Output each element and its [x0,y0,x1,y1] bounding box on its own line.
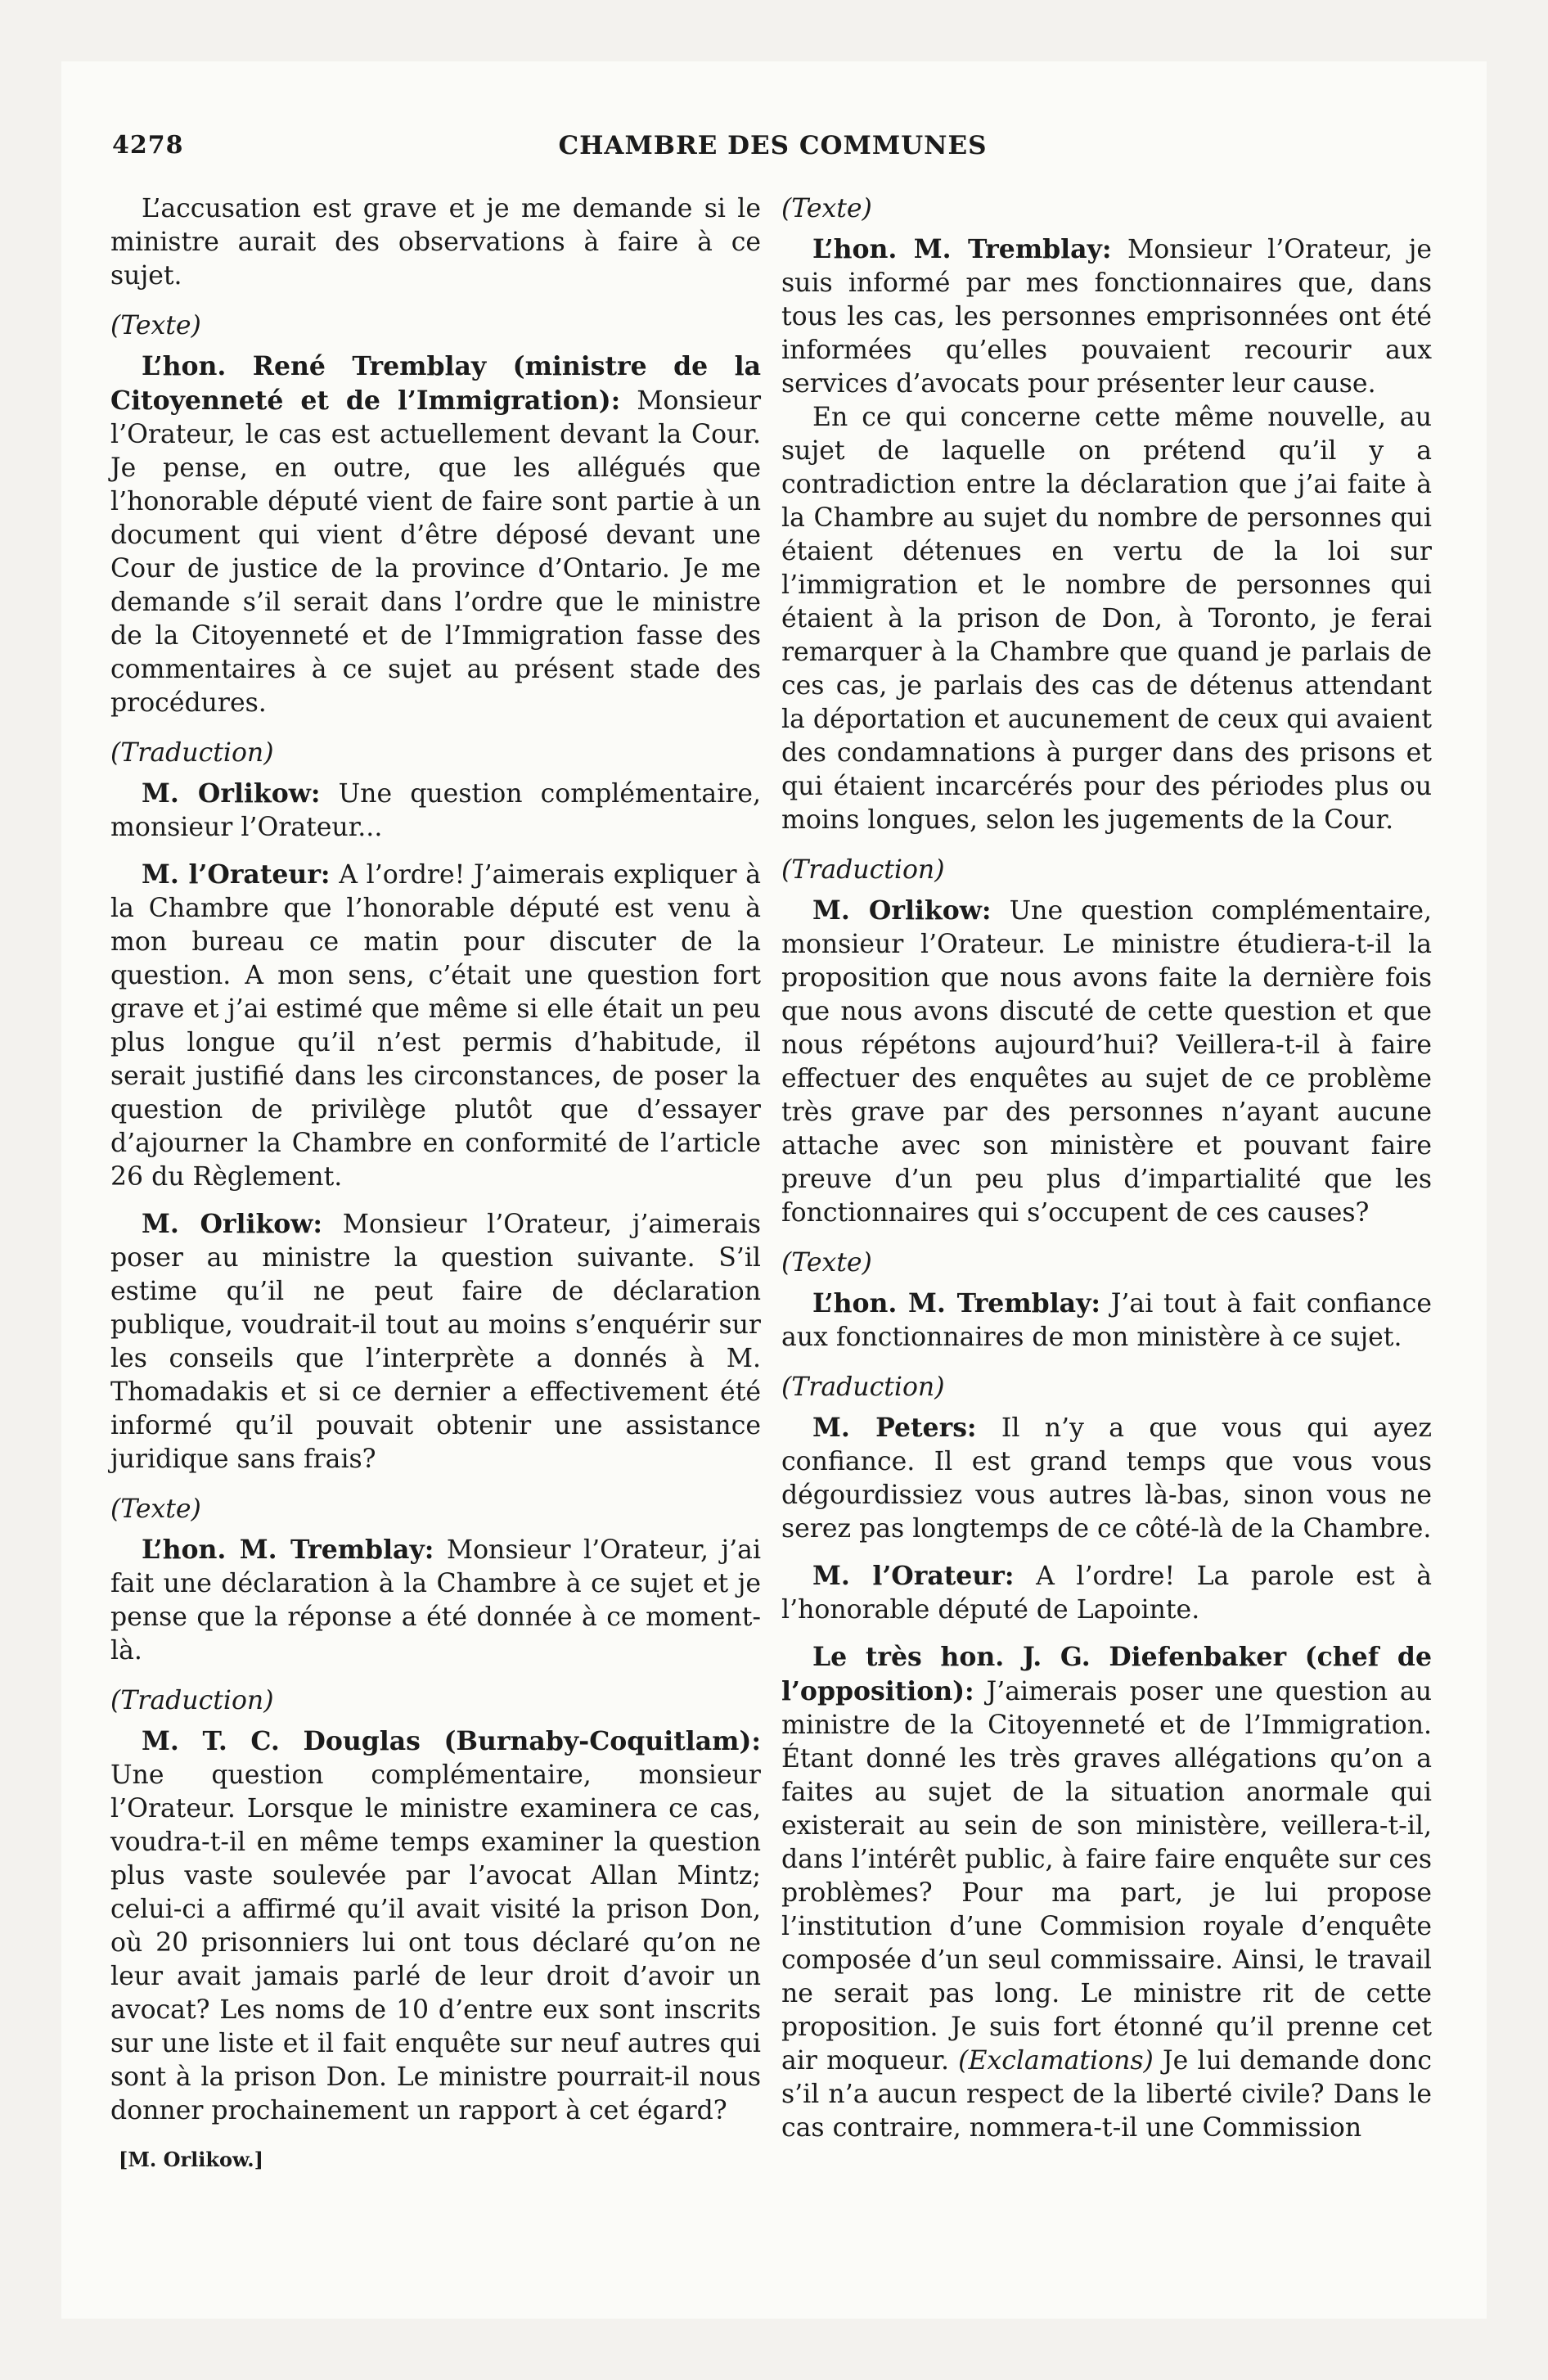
speech-paragraph [110,858,761,1194]
speech-paragraph [110,1533,761,1668]
section-label: (Texte) [781,194,872,223]
speech-text: Monsieur l’Orateur, j’aimerais poser au ministre la question suivante. S’il estime qu’il ne peut faire de déclaration publique, voudrait-il tout au moins s’enquérir sur les conseils que l’interprète a donnés à M. Thomadakis et si ce dernier a effectivement été informé qu’il pouvait obtenir une assistance juridique sans frais? [110,1210,761,1474]
speaker-name: M. Orlikow: [142,1209,323,1239]
paragraph: L’accusation est grave et je me demande si le ministre aurait des observations à faire à ce sujet. [110,194,761,291]
speech-paragraph [110,1724,761,2128]
exclamation-note: (Exclamations) [958,2046,1154,2076]
speech-paragraph [781,894,1432,1230]
speech-text: Je lui demande donc s’il n’a aucun respect de la liberté civile? Dans le cas contraire, nommera-t-il une Commission [781,2046,1432,2143]
section-label: (Texte) [781,1248,872,1278]
section-label: (Traduction) [781,855,945,885]
speaker-name: M. T. C. Douglas (Burnaby-Coquitlam): [142,1726,761,1756]
speech-text: Une question complémentaire, monsieur l’Orateur. Le ministre étudiera-t-il la proposition que nous avons faite la dernière fois que nous avons discuté de cette question et que nous répétons aujourd’hui? Veillera-t-il à faire effectuer des enquêtes au sujet de ce problème très grave par des personnes n’ayant aucune attache avec son ministère et pouvant faire preuve d’un peu plus d’impartialité que les fonctionnaires qui s’occupent de ces causes? [781,896,1432,1228]
right-column [781,192,1432,2145]
speaker-name: M. Orlikow: [812,895,992,926]
speaker-name: M. Orlikow: [142,778,321,809]
section-label: (Traduction) [781,1373,945,1402]
speaker-name: Le très hon. J. G. Diefenbaker (chef de l’opposition): [781,1642,1432,1706]
speech-text: Monsieur l’Orateur, j’ai fait une déclaration à la Chambre à ce sujet et je pense que la réponse a été donnée à ce moment-là. [110,1535,762,1666]
speaker-name: L’hon. M. Tremblay: [142,1535,434,1565]
speech-text: Une question complémentaire, monsieur l’Orateur. Lorsque le ministre examinera ce cas, voudra-t-il en même temps examiner la question plus vaste soulevée par l’avocat Allan Mintz; celui-ci a affirmé qu’il avait visité la prison Don, où 20 prisonniers lui ont tous déclaré qu’on ne leur avait jamais parlé de leur droit d’avoir un avocat? Les noms de 10 d’entre eux sont inscrits sur une liste et il fait enquête sur neuf autres qui sont à la prison Don. Le ministre pourrait-il nous donner prochainement un rapport à cet égard? [110,1760,761,2125]
speaker-name: M. l’Orateur: [812,1561,1015,1591]
speech-paragraph [110,349,761,720]
page-header [112,131,1433,172]
speaker-name: L’hon. M. Tremblay: [812,234,1112,264]
speaker-name: M. Peters: [812,1413,977,1443]
speech-paragraph [110,777,761,845]
speech-text: A l’ordre! La parole est à l’honorable député de Lapointe. [781,1562,1433,1625]
footer-speaker-tag: [M. Orlikow.] [119,2148,264,2171]
section-label: (Traduction) [110,738,274,768]
speech-text: A l’ordre! J’aimerais expliquer à la Chambre que l’honorable député est venu à mon bureau ce matin pour discuter de la question. A mon sens, c’était une question fort grave et j’ai estimé que même si elle était un peu plus longue qu’il n’est permis d’habitude, il serait justifié dans les circonstances, de poser la question de privilège plutôt que d’essayer d’ajourner la Chambre en conformité de l’article 26 du Règlement. [110,860,762,1192]
speech-text: Il n’y a que vous qui ayez confiance. Il est grand temps que vous vous dégourdissiez vous autres là-bas, sinon vous ne serez pas longtemps de ce côté-là de la Chambre. [781,1413,1432,1544]
speech-paragraph [110,1207,761,1476]
paragraph: En ce qui concerne cette même nouvelle, au sujet de laquelle on prétend qu’il y a contradiction entre la déclaration que j’ai faite à la Chambre au sujet du nombre de personnes qui étaient détenues en vertu de la loi sur l’immigration et le nombre de personnes qui étaient à la prison de Don, à Toronto, je ferai remarquer à la Chambre que quand je parlais de ces cas, je parlais des cas de détenus attendant la déportation et aucunement de ceux qui avaient des condamnations à purger dans des prisons et qui étaient incarcérés pour des périodes plus ou moins longues, selon les jugements de la Cour. [781,403,1432,835]
running-title: CHAMBRE DES COMMUNES [558,131,988,160]
speech-text: J’ai tout à fait confiance aux fonctionnaires de mon ministère à ce sujet. [781,1289,1433,1352]
section-label: (Texte) [110,1494,201,1524]
speaker-name: M. l’Orateur: [142,859,331,890]
section-label: (Traduction) [110,1686,274,1715]
section-label: (Texte) [110,311,201,340]
speech-paragraph [781,1640,1432,2145]
speech-text: Monsieur l’Orateur, le cas est actuellement devant la Cour. Je pense, en outre, que les allégués que l’honorable député vient de faire sont partie à un document qui vient d’être déposé devant une Cour de justice de la province d’Ontario. Je me demande s’il serait dans l’ordre que le ministre de la Citoyenneté et de l’Immigration fasse des commentaires à ce sujet au présent stade des procédures. [110,386,762,718]
speech-paragraph [781,1559,1432,1627]
speech-text: J’aimerais poser une question au ministre de la Citoyenneté et de l’Immigration. Étant donné les très graves allégations qu’on a faites au sujet de la situation anormale qui existerait au sein de son ministère, veillera-t-il, dans l’intérêt public, à faire faire enquête sur ces problèmes? Pour ma part, je lui propose l’institution d’une Commision royale d’enquête composée d’un seul commissaire. Ainsi, le travail ne serait pas long. Le ministre rit de cette proposition. Je suis fort étonné qu’il prenne cet air moqueur. [781,1677,1432,2076]
speech-paragraph [781,1287,1432,1355]
speech-text: Une question complémentaire, monsieur l’Orateur... [110,779,761,842]
page-number: 4278 [112,131,184,160]
left-column [110,192,761,2176]
speech-text: Monsieur l’Orateur, je suis informé par mes fonctionnaires que, dans tous les cas, les personnes emprisonnées ont été informées qu’elles pouvaient recourir aux services d’avocats pour présenter leur cause. [781,235,1433,399]
speaker-name: L’hon. M. Tremblay: [812,1288,1101,1318]
speech-paragraph [781,232,1432,401]
speech-paragraph [781,1411,1432,1546]
speaker-name: L’hon. René Tremblay (ministre de la Citoyenneté et de l’Immigration): [110,351,761,416]
